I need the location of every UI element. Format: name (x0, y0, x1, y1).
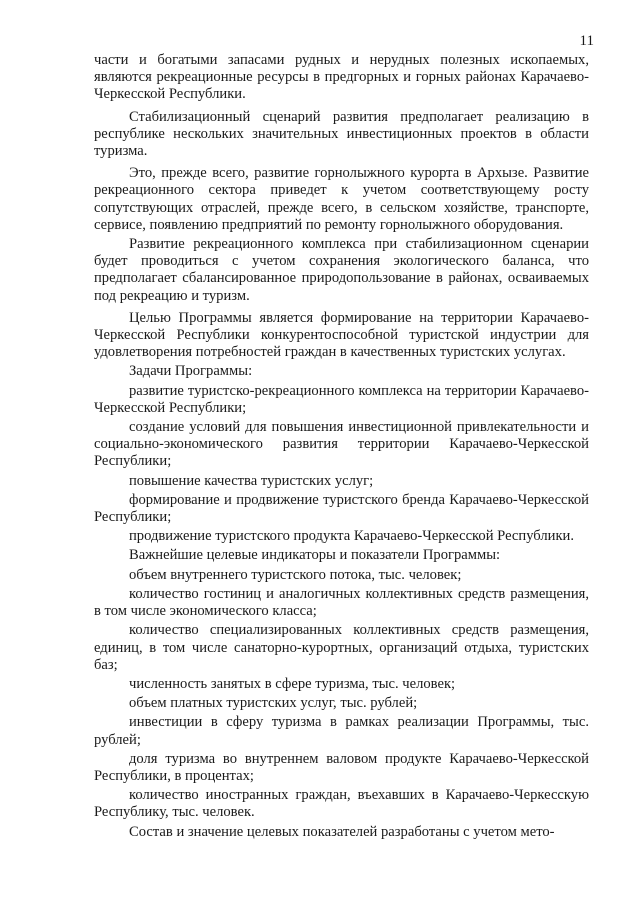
list-item: количество иностранных граждан, въехавших в Карачаево-Черкесскую Республику, тыс. человек. (94, 787, 589, 821)
list-item: инвестиции в сферу туризма в рамках реализации Программы, тыс. рублей; (94, 714, 589, 748)
paragraph: Это, прежде всего, развитие горнолыжного курорта в Архызе. Развитие рекреационного сектора приведет к учетом соответствующему росту сопутствующих отраслей, прежде всего, в сельском хозяйстве, транспорте, сервисе, появлению предприятий по ремонту горнолыжного оборудования. (94, 165, 589, 233)
list-item: объем платных туристских услуг, тыс. рублей; (129, 695, 418, 712)
list-item: продвижение туристского продукта Карачаево-Черкесской Республики. (129, 528, 575, 545)
list-item: повышение качества туристских услуг; (129, 472, 374, 489)
paragraph-continuation: части и богатыми запасами рудных и нерудных полезных ископаемых, являются рекреационные ресурсы в предгорных и горных районах Карачаево-Черкесской Республики. (94, 52, 589, 103)
paragraph: Состав и значение целевых показателей разработаны с учетом мето- (129, 823, 555, 840)
paragraph: Важнейшие целевые индикаторы и показатели Программы: (129, 547, 501, 564)
list-item: количество гостиниц и аналогичных коллективных средств размещения, в том числе экономического класса; (94, 585, 589, 620)
list-item: создание условий для повышения инвестиционной привлекательности и социально-экономического развития территории Карачаево-Черкесской Республики; (94, 419, 589, 470)
list-item: объем внутреннего туристского потока, тыс. человек; (129, 566, 462, 583)
list-item: доля туризма во внутреннем валовом продукте Карачаево-Черкесской Республики, в процентах; (94, 750, 589, 784)
document-body (94, 52, 589, 843)
paragraph: Задачи Программы: (129, 363, 253, 380)
list-item: развитие туристско-рекреационного комплекса на территории Карачаево-Черкесской Республики; (94, 382, 589, 416)
paragraph: Стабилизационный сценарий развития предполагает реализацию в республике нескольких значительных инвестиционных проектов в области туризма. (94, 108, 589, 160)
paragraph: Развитие рекреационного комплекса при стабилизационном сценарии будет проводиться с учетом сохранения экологического баланса, что предполагает сбалансированное природопользование в районах, осваиваемых под рекреацию и туризм. (94, 236, 589, 304)
page-number: 11 (579, 33, 594, 49)
list-item: численность занятых в сфере туризма, тыс. человек; (129, 675, 456, 692)
paragraph: Целью Программы является формирование на территории Карачаево-Черкесской Республики конкурентоспособной туристской индустрии для удовлетворения потребностей граждан в качественных туристских услугах. (94, 309, 589, 361)
list-item: формирование и продвижение туристского бренда Карачаево-Черкесской Республики; (94, 491, 589, 526)
list-item: количество специализированных коллективных средств размещения, единиц, в том числе санаторно-курортных, организаций отдыха, туристских баз; (94, 622, 589, 673)
